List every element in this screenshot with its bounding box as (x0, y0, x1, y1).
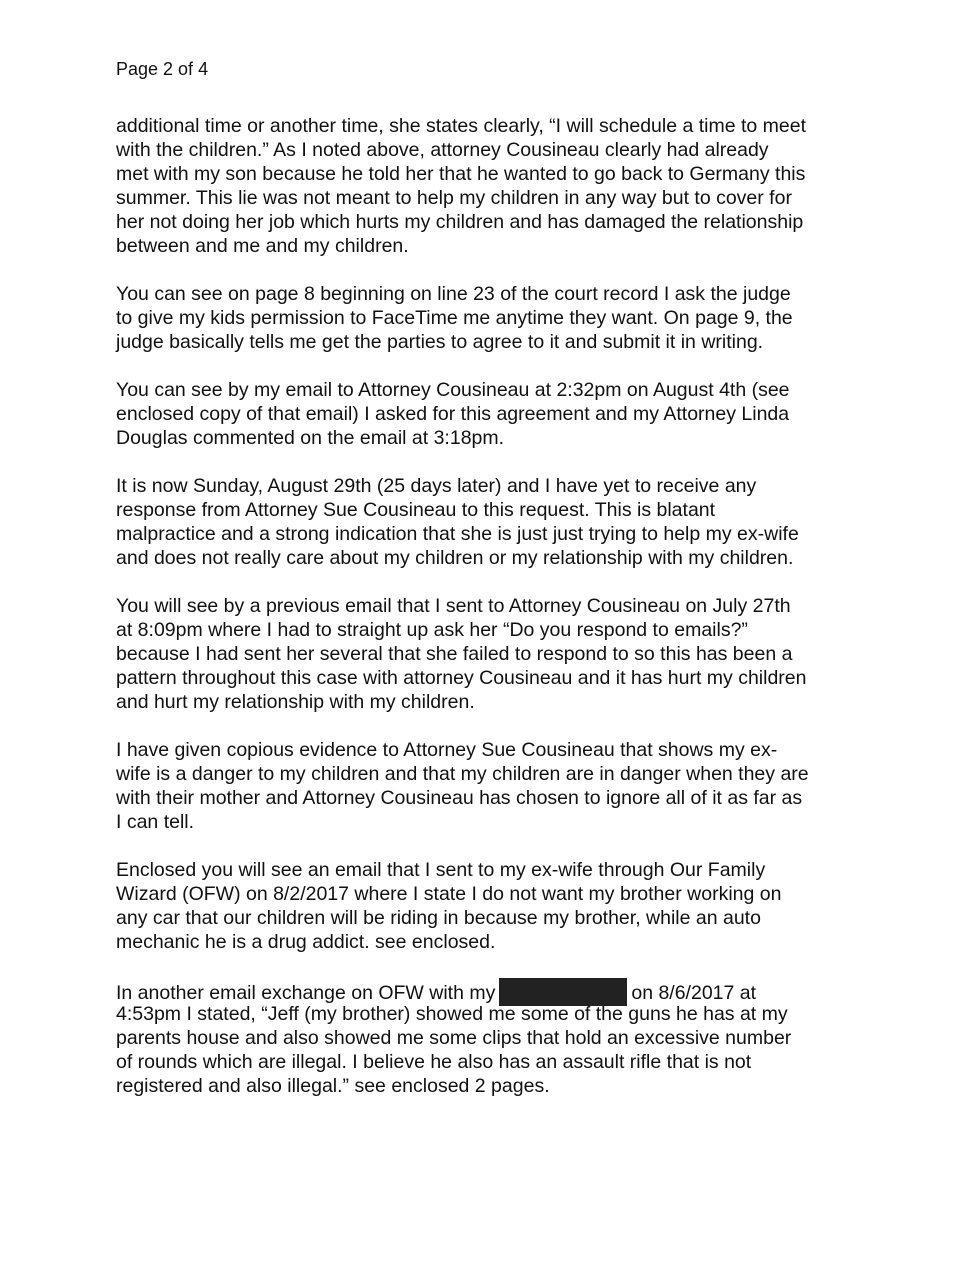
text-line: any car that our children will be riding in because my brother, while an auto (116, 907, 761, 929)
text-line: response from Attorney Sue Cousineau to this request. This is blatant (116, 499, 716, 521)
page-number: Page 2 of 4 (116, 59, 209, 79)
text-line: malpractice and a strong indication that she is just just trying to help my ex-wife (116, 523, 799, 545)
text-line: at 8:09pm where I had to straight up ask her “Do you respond to emails?” (116, 619, 748, 641)
text-line: and hurt my relationship with my children. (116, 691, 475, 713)
text-line: Wizard (OFW) on 8/2/2017 where I state I do not want my brother working on (116, 883, 782, 905)
paragraph-1 (116, 114, 876, 258)
paragraph-3 (116, 378, 876, 450)
text-line: Douglas commented on the email at 3:18pm. (116, 427, 505, 449)
text-line: her not doing her job which hurts my children and has damaged the relationship (116, 211, 804, 233)
text-line: additional time or another time, she states clearly, “I will schedule a time to meet (116, 115, 807, 137)
paragraph-7 (116, 858, 876, 954)
text-line: between and me and my children. (116, 235, 409, 257)
text-line: of rounds which are illegal. I believe he also has an assault rifle that is not (116, 1051, 752, 1073)
text-line: wife is a danger to my children and that my children are in danger when they are (116, 763, 809, 785)
text-line: You will see by a previous email that I sent to Attorney Cousineau on July 27th (116, 595, 791, 617)
text-line: 4:53pm I stated, “Jeff (my brother) showed me some of the guns he has at my (116, 1003, 788, 1025)
text-line: Enclosed you will see an email that I sent to my ex-wife through Our Family (116, 859, 766, 881)
text-line: because I had sent her several that she failed to respond to so this has been a (116, 643, 793, 665)
paragraph-5 (116, 594, 876, 714)
text-line: summer. This lie was not meant to help my children in any way but to cover for (116, 187, 792, 209)
paragraph-spacer (116, 258, 876, 282)
paragraph-spacer (116, 450, 876, 474)
paragraph-2 (116, 282, 876, 354)
text-line: with the children.” As I noted above, attorney Cousineau clearly had already (116, 139, 769, 161)
paragraph-spacer (116, 714, 876, 738)
text-line-with-redaction (116, 978, 876, 1002)
text-fragment: on 8/6/2017 at (631, 982, 757, 1004)
text-line: judge basically tells me get the parties to agree to it and submit it in writing. (116, 331, 764, 353)
text-line: mechanic he is a drug addict. see enclosed. (116, 931, 496, 953)
paragraph-6 (116, 738, 876, 834)
text-line: I have given copious evidence to Attorney Sue Cousineau that shows my ex- (116, 739, 778, 761)
text-line: met with my son because he told her that he wanted to go back to Germany this (116, 163, 806, 185)
paragraph-spacer (116, 570, 876, 594)
paragraph-4 (116, 474, 876, 570)
text-line: parents house and also showed me some clips that hold an excessive number (116, 1027, 792, 1049)
paragraph-spacer (116, 834, 876, 858)
text-line: registered and also illegal.” see enclosed 2 pages. (116, 1075, 550, 1097)
text-line: pattern throughout this case with attorney Cousineau and it has hurt my children (116, 667, 807, 689)
text-line: to give my kids permission to FaceTime me anytime they want. On page 9, the (116, 307, 793, 329)
paragraph-8 (116, 978, 876, 1098)
paragraph-spacer (116, 354, 876, 378)
text-line: It is now Sunday, August 29th (25 days later) and I have yet to receive any (116, 475, 757, 497)
text-line: You can see by my email to Attorney Cousineau at 2:32pm on August 4th (see (116, 379, 790, 401)
text-line: You can see on page 8 beginning on line 23 of the court record I ask the judge (116, 283, 791, 305)
text-line: with their mother and Attorney Cousineau has chosen to ignore all of it as far as (116, 787, 803, 809)
text-line: I can tell. (116, 811, 195, 833)
text-line: and does not really care about my children or my relationship with my children. (116, 547, 794, 569)
letter-body (116, 114, 876, 1098)
paragraph-spacer (116, 954, 876, 978)
text-fragment: In another email exchange on OFW with my (116, 982, 496, 1004)
text-line: enclosed copy of that email) I asked for this agreement and my Attorney Linda (116, 403, 790, 425)
